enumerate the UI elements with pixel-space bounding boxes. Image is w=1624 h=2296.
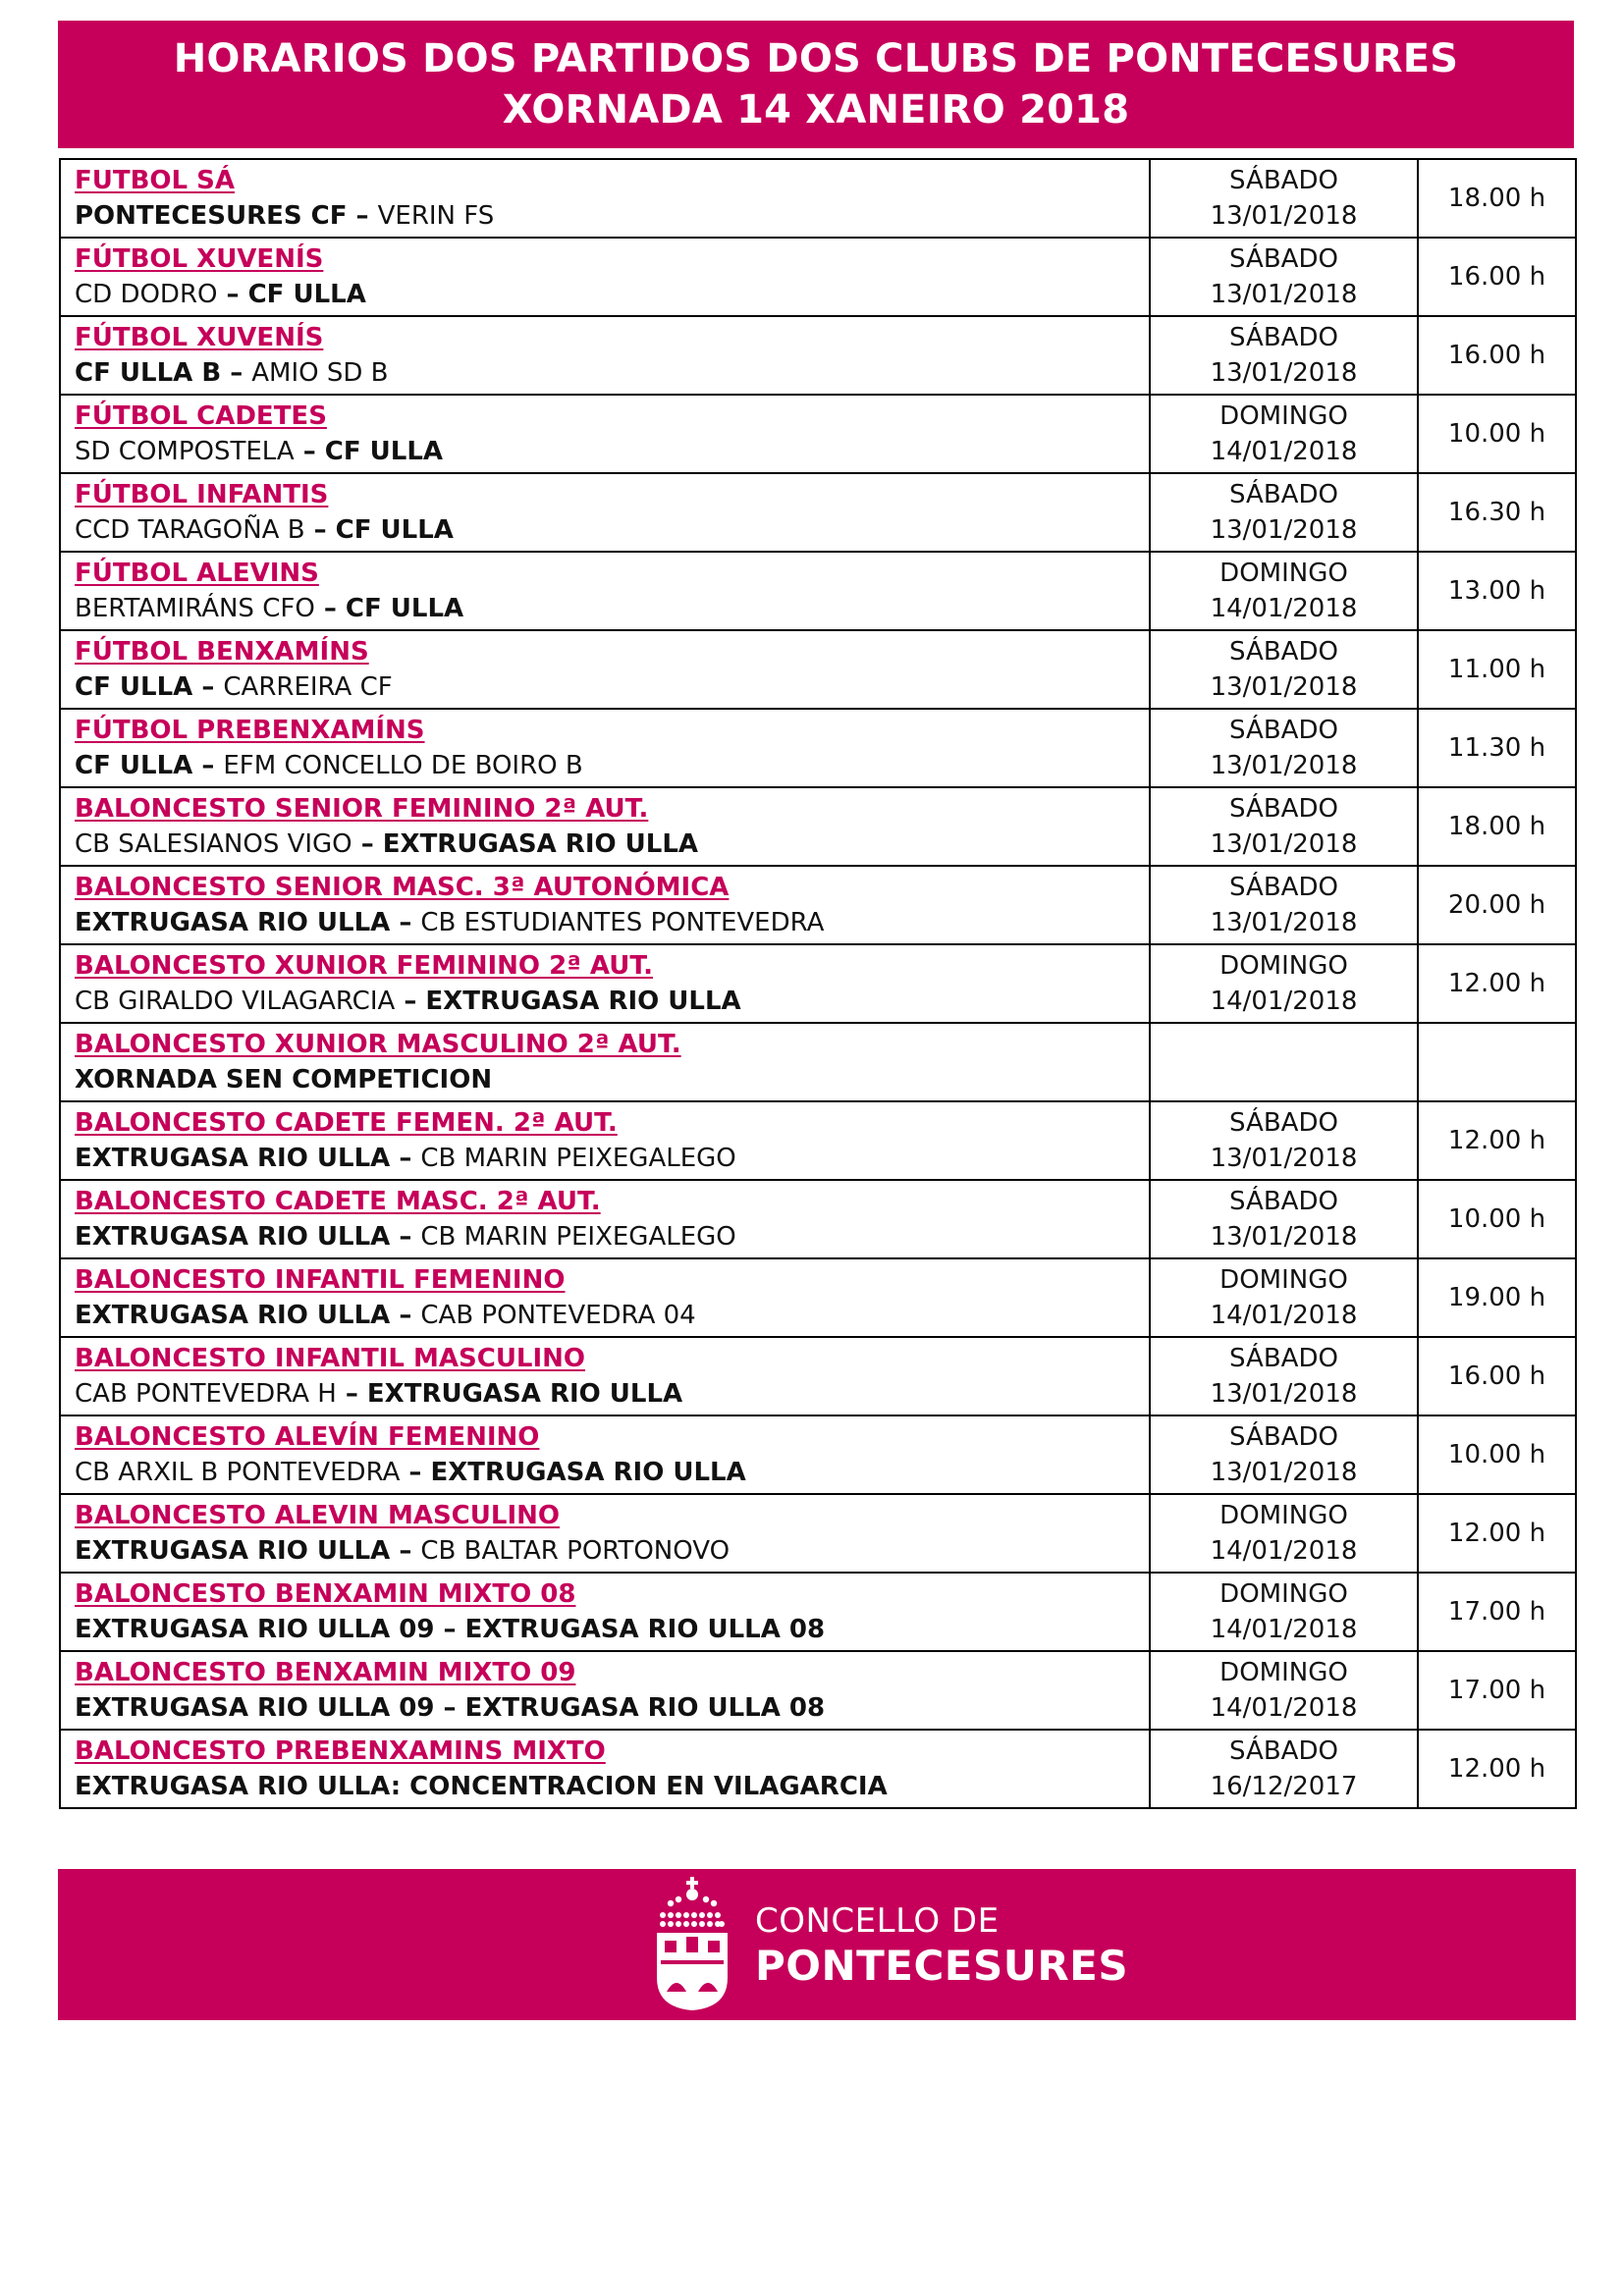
match-date: 16/12/2017 [1210,1772,1358,1801]
match-date: 14/01/2018 [1210,1693,1358,1723]
team-segment: – [192,672,224,702]
team-segment: – [221,358,252,388]
match-day: SÁBADO [1229,244,1338,274]
team-segment: CF ULLA [75,751,193,780]
table-row [60,1651,1576,1730]
match-time: 11.30 h [1418,709,1576,787]
table-row [60,238,1576,316]
table-row [60,1415,1576,1494]
match-day: SÁBADO [1229,480,1338,509]
match-day: DOMINGO [1219,1265,1348,1295]
category-link[interactable]: BALONCESTO BENXAMIN MIXTO 08 [75,1579,576,1609]
teams-line [75,1298,1149,1333]
match-cell [60,316,1150,395]
team-segment: EXTRUGASA RIO ULLA 09 – EXTRUGASA RIO ULLA 08 [75,1615,826,1644]
team-segment: EXTRUGASA RIO ULLA 09 – EXTRUGASA RIO ULLA 08 [75,1693,826,1723]
match-cell [60,866,1150,944]
date-cell [1150,1730,1418,1808]
match-day: SÁBADO [1229,1108,1338,1138]
team-segment: EFM CONCELLO DE BOIRO B [223,751,583,780]
teams-line [75,669,1149,705]
match-date: 13/01/2018 [1210,829,1358,859]
category-link[interactable]: BALONCESTO XUNIOR MASCULINO 2ª AUT. [75,1030,681,1059]
date-cell [1150,552,1418,630]
date-cell [1150,1023,1418,1101]
teams-line [75,905,1149,940]
footer-logo-text [755,1900,1128,1991]
match-time: 16.00 h [1418,1337,1576,1415]
match-cell [60,238,1150,316]
match-date: 13/01/2018 [1210,908,1358,937]
match-day: DOMINGO [1219,1579,1348,1609]
team-segment: EXTRUGASA RIO ULLA [382,829,699,859]
team-segment: – [390,1301,421,1330]
match-date: 13/01/2018 [1210,201,1358,231]
team-segment: – [400,1458,431,1487]
match-cell [60,1415,1150,1494]
category-link[interactable]: BALONCESTO INFANTIL MASCULINO [75,1344,586,1373]
table-row [60,1337,1576,1415]
footer-line-2: PONTECESURES [755,1942,1129,1990]
match-day: SÁBADO [1229,873,1338,902]
match-day: SÁBADO [1229,323,1338,352]
date-cell [1150,630,1418,709]
match-time: 12.00 h [1418,944,1576,1023]
team-segment: – [352,829,383,859]
match-time: 19.00 h [1418,1258,1576,1337]
match-time: 16.00 h [1418,316,1576,395]
page-subtitle: XORNADA 14 XANEIRO 2018 [502,87,1130,133]
team-segment: EXTRUGASA RIO ULLA [75,908,391,937]
match-day: SÁBADO [1229,794,1338,824]
teams-line [75,591,1149,626]
teams-line [75,1612,1149,1647]
category-link[interactable]: FÚTBOL XUVENÍS [75,244,324,274]
team-segment: AMIO SD B [251,358,389,388]
category-link[interactable]: BALONCESTO CADETE FEMEN. 2ª AUT. [75,1108,618,1138]
table-row [60,552,1576,630]
teams-line [75,827,1149,862]
team-segment: CB MARIN PEIXEGALEGO [420,1144,736,1173]
match-cell [60,1651,1150,1730]
table-row [60,1494,1576,1573]
team-segment: EXTRUGASA RIO ULLA [75,1144,391,1173]
category-link[interactable]: FÚTBOL ALEVINS [75,559,319,588]
table-row [60,944,1576,1023]
match-day: SÁBADO [1229,1344,1338,1373]
category-link[interactable]: BALONCESTO SENIOR MASC. 3ª AUTONÓMICA [75,873,730,902]
match-day: SÁBADO [1229,166,1338,195]
team-segment: CF ULLA B [75,358,222,388]
match-date: 13/01/2018 [1210,358,1358,388]
town-coat-of-arms-icon [653,1876,731,2013]
match-day: SÁBADO [1229,637,1338,667]
team-segment: – [192,751,224,780]
date-cell [1150,1494,1418,1573]
schedule-table [59,158,1577,1809]
team-segment: EXTRUGASA RIO ULLA [366,1379,683,1409]
page-header [58,21,1574,148]
team-segment: – [294,437,325,466]
match-date: 13/01/2018 [1210,1379,1358,1409]
match-cell [60,473,1150,552]
date-cell [1150,787,1418,866]
footer-line-1: CONCELLO DE [755,1901,1000,1941]
table-row [60,866,1576,944]
team-segment: – [336,1379,367,1409]
match-time: 12.00 h [1418,1730,1576,1808]
category-link[interactable]: BALONCESTO PREBENXAMINS MIXTO [75,1736,606,1766]
match-cell [60,1573,1150,1651]
category-link[interactable]: FÚTBOL BENXAMÍNS [75,637,369,667]
category-link[interactable]: BALONCESTO SENIOR FEMININO 2ª AUT. [75,794,649,824]
team-segment: CB SALESIANOS VIGO [75,829,352,859]
match-cell [60,1494,1150,1573]
match-day: DOMINGO [1219,951,1348,981]
team-segment: – [395,987,426,1016]
match-cell [60,787,1150,866]
team-segment: CF ULLA [345,594,464,623]
match-time: 16.30 h [1418,473,1576,552]
date-cell [1150,1651,1418,1730]
schedule-body [60,159,1576,1808]
team-segment: CARREIRA CF [223,672,393,702]
team-segment: – [390,1536,421,1566]
match-date: 14/01/2018 [1210,437,1358,466]
table-row [60,395,1576,473]
date-cell [1150,316,1418,395]
team-segment: CF ULLA [335,515,454,545]
match-cell [60,1180,1150,1258]
category-link[interactable]: FÚTBOL CADETES [75,401,327,431]
date-cell [1150,1180,1418,1258]
team-segment: – [390,1144,421,1173]
teams-line [75,1769,1149,1804]
table-row [60,1258,1576,1337]
date-cell [1150,866,1418,944]
match-cell [60,630,1150,709]
team-segment: XORNADA SEN COMPETICION [75,1065,493,1095]
team-segment: – [304,515,336,545]
teams-line [75,1376,1149,1412]
team-segment: CB ESTUDIANTES PONTEVEDRA [420,908,825,937]
table-row [60,709,1576,787]
date-cell [1150,238,1418,316]
match-day: SÁBADO [1229,1736,1338,1766]
date-cell [1150,709,1418,787]
category-link[interactable]: BALONCESTO CADETE MASC. 2ª AUT. [75,1187,601,1216]
match-cell [60,1101,1150,1180]
team-segment: – [347,201,378,231]
team-segment: CB GIRALDO VILAGARCIA [75,987,396,1016]
match-date: 13/01/2018 [1210,515,1358,545]
team-segment: CF ULLA [75,672,193,702]
match-time: 10.00 h [1418,1415,1576,1494]
match-time: 17.00 h [1418,1573,1576,1651]
match-date: 13/01/2018 [1210,1458,1358,1487]
team-segment: CCD TARAGOÑA B [75,515,305,545]
match-date: 14/01/2018 [1210,594,1358,623]
match-date: 13/01/2018 [1210,751,1358,780]
match-date: 14/01/2018 [1210,987,1358,1016]
match-date: 13/01/2018 [1210,672,1358,702]
match-date: 13/01/2018 [1210,1144,1358,1173]
date-cell [1150,395,1418,473]
match-time: 20.00 h [1418,866,1576,944]
teams-line [75,1533,1149,1569]
date-cell [1150,1415,1418,1494]
table-row [60,473,1576,552]
team-segment: CAB PONTEVEDRA 04 [420,1301,696,1330]
category-link[interactable]: BALONCESTO ALEVÍN FEMENINO [75,1422,540,1452]
table-row [60,1573,1576,1651]
match-cell [60,1023,1150,1101]
date-cell [1150,944,1418,1023]
teams-line [75,434,1149,469]
team-segment: EXTRUGASA RIO ULLA [75,1536,391,1566]
teams-line [75,748,1149,783]
date-cell [1150,159,1418,238]
date-cell [1150,1258,1418,1337]
match-day: DOMINGO [1219,401,1348,431]
team-segment: EXTRUGASA RIO ULLA [75,1222,391,1252]
date-cell [1150,473,1418,552]
teams-line [75,355,1149,391]
teams-line [75,984,1149,1019]
match-time: 17.00 h [1418,1651,1576,1730]
category-link[interactable]: FÚTBOL XUVENÍS [75,323,324,352]
table-row [60,159,1576,238]
match-date: 14/01/2018 [1210,1536,1358,1566]
team-segment: CB MARIN PEIXEGALEGO [420,1222,736,1252]
category-link[interactable]: BALONCESTO XUNIOR FEMININO 2ª AUT. [75,951,653,981]
category-link[interactable]: BALONCESTO BENXAMIN MIXTO 09 [75,1658,576,1687]
footer-banner [58,1869,1576,2020]
match-day: SÁBADO [1229,716,1338,745]
teams-line [75,1690,1149,1726]
team-segment: CAB PONTEVEDRA H [75,1379,337,1409]
date-cell [1150,1573,1418,1651]
team-segment: CF ULLA [247,280,366,309]
category-link[interactable]: BALONCESTO INFANTIL FEMENINO [75,1265,566,1295]
match-time: 18.00 h [1418,787,1576,866]
match-cell [60,1730,1150,1808]
match-time: 10.00 h [1418,395,1576,473]
team-segment: – [217,280,248,309]
match-time: 12.00 h [1418,1101,1576,1180]
teams-line [75,198,1149,234]
match-time: 12.00 h [1418,1494,1576,1573]
match-day: SÁBADO [1229,1187,1338,1216]
teams-line [75,1219,1149,1255]
match-cell [60,552,1150,630]
team-segment: EXTRUGASA RIO ULLA [425,987,741,1016]
table-row [60,1101,1576,1180]
table-row [60,316,1576,395]
team-segment: EXTRUGASA RIO ULLA [430,1458,746,1487]
team-segment: CD DODRO [75,280,218,309]
team-segment: BERTAMIRÁNS CFO [75,594,315,623]
team-segment: – [314,594,346,623]
table-row [60,630,1576,709]
team-segment: VERIN FS [377,201,495,231]
match-date: 14/01/2018 [1210,1615,1358,1644]
match-time [1418,1023,1576,1101]
teams-line [75,1455,1149,1490]
table-row [60,787,1576,866]
date-cell [1150,1337,1418,1415]
match-time: 13.00 h [1418,552,1576,630]
match-cell [60,944,1150,1023]
category-link[interactable]: FÚTBOL INFANTIS [75,480,329,509]
match-cell [60,1337,1150,1415]
match-cell [60,709,1150,787]
team-segment: – [390,1222,421,1252]
team-segment: – [390,908,421,937]
table-row [60,1730,1576,1808]
match-day: SÁBADO [1229,1422,1338,1452]
table-row [60,1023,1576,1101]
team-segment: CB BALTAR PORTONOVO [420,1536,731,1566]
match-time: 11.00 h [1418,630,1576,709]
date-cell [1150,1101,1418,1180]
match-date: 13/01/2018 [1210,1222,1358,1252]
category-link[interactable]: BALONCESTO ALEVIN MASCULINO [75,1501,560,1530]
match-time: 10.00 h [1418,1180,1576,1258]
teams-line [75,512,1149,548]
match-date: 13/01/2018 [1210,280,1358,309]
team-segment: PONTECESURES CF [75,201,348,231]
team-segment: CF ULLA [324,437,444,466]
teams-line [75,1062,1149,1097]
match-time: 16.00 h [1418,238,1576,316]
team-segment: EXTRUGASA RIO ULLA: CONCENTRACION EN VILAGARCIA [75,1772,888,1801]
match-date: 14/01/2018 [1210,1301,1358,1330]
match-cell [60,159,1150,238]
match-day: DOMINGO [1219,559,1348,588]
category-link[interactable]: FUTBOL SÁ [75,166,235,195]
teams-line [75,1141,1149,1176]
match-cell [60,1258,1150,1337]
team-segment: CB ARXIL B PONTEVEDRA [75,1458,401,1487]
table-row [60,1180,1576,1258]
match-day: DOMINGO [1219,1658,1348,1687]
match-day: DOMINGO [1219,1501,1348,1530]
match-time: 18.00 h [1418,159,1576,238]
category-link[interactable]: FÚTBOL PREBENXAMÍNS [75,716,425,745]
team-segment: EXTRUGASA RIO ULLA [75,1301,391,1330]
match-cell [60,395,1150,473]
team-segment: SD COMPOSTELA [75,437,295,466]
page-title: HORARIOS DOS PARTIDOS DOS CLUBS DE PONTECESURES [173,36,1459,81]
teams-line [75,277,1149,312]
